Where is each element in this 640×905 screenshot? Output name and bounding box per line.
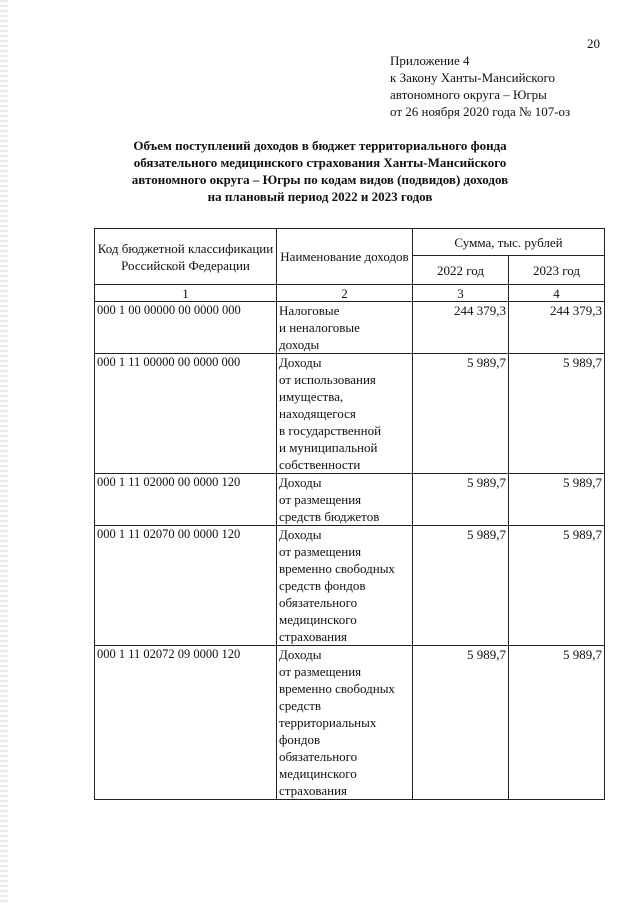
revenue-name-line: страхования — [279, 783, 348, 798]
revenue-name-line: временно свободных — [279, 561, 395, 576]
header-name: Наименование доходов — [277, 229, 413, 285]
title-line: Объем поступлений доходов в бюджет территориального фонда — [133, 138, 507, 153]
revenue-name-cell — [277, 474, 413, 526]
revenue-table — [94, 228, 605, 800]
revenue-name-line: и муниципальной — [279, 440, 378, 455]
revenue-name-line: доходы — [279, 337, 320, 352]
budget-code-cell: 000 1 11 02072 09 0000 120 — [95, 646, 277, 800]
revenue-name-line: Доходы — [279, 527, 322, 542]
appendix-line: от 26 ноября 2020 года № 107-оз — [390, 104, 571, 119]
amount-2023-cell: 5 989,7 — [509, 526, 605, 646]
revenue-name-line: от размещения — [279, 492, 362, 507]
revenue-name-line: средств фондов — [279, 578, 366, 593]
revenue-name-line: в государственной — [279, 423, 382, 438]
title-line: обязательного медицинского страхования Ханты-Мансийского — [133, 155, 507, 170]
revenue-name-line: временно свободных — [279, 681, 395, 696]
header-year-2022: 2022 год — [413, 256, 509, 285]
amount-2023-cell: 5 989,7 — [509, 474, 605, 526]
budget-code-cell: 000 1 11 02000 00 0000 120 — [95, 474, 277, 526]
revenue-name-line: и неналоговые — [279, 320, 360, 335]
budget-code-cell: 000 1 11 00000 00 0000 000 — [95, 354, 277, 474]
revenue-name-line: Доходы — [279, 355, 322, 370]
revenue-name-line: фондов — [279, 732, 321, 747]
column-number: 1 — [95, 285, 277, 302]
revenue-name-line: Налоговые — [279, 303, 340, 318]
revenue-name-cell — [277, 526, 413, 646]
table-row — [95, 302, 605, 354]
revenue-name-line: находящегося — [279, 406, 356, 421]
table-row — [95, 646, 605, 800]
amount-2022-cell: 244 379,3 — [413, 302, 509, 354]
revenue-name-line: средств бюджетов — [279, 509, 380, 524]
appendix-line: Приложение 4 — [390, 53, 470, 68]
table-row — [95, 474, 605, 526]
title-line: автономного округа – Югры по кодам видов (подвидов) доходов — [131, 172, 509, 187]
table-body — [95, 302, 605, 800]
document-title — [0, 137, 640, 205]
column-number: 4 — [509, 285, 605, 302]
revenue-name-cell — [277, 354, 413, 474]
header-sum: Сумма, тыс. рублей — [413, 229, 605, 256]
budget-code-cell: 000 1 00 00000 00 0000 000 — [95, 302, 277, 354]
table-row — [95, 354, 605, 474]
revenue-name-line: собственности — [279, 457, 361, 472]
column-number: 2 — [277, 285, 413, 302]
revenue-name-cell — [277, 302, 413, 354]
revenue-name-line: Доходы — [279, 647, 322, 662]
revenue-name-line: страхования — [279, 629, 348, 644]
revenue-name-line: средств — [279, 698, 322, 713]
scan-binding-edge — [0, 0, 8, 905]
revenue-name-line: медицинского — [279, 612, 357, 627]
appendix-line: автономного округа – Югры — [390, 87, 547, 102]
header-code: Код бюджетной классификации Российской Федерации — [95, 229, 277, 285]
budget-code-cell: 000 1 11 02070 00 0000 120 — [95, 526, 277, 646]
revenue-name-line: Доходы — [279, 475, 322, 490]
revenue-name-line: обязательного — [279, 749, 358, 764]
revenue-name-line: от размещения — [279, 544, 362, 559]
revenue-name-line: медицинского — [279, 766, 357, 781]
column-number: 3 — [413, 285, 509, 302]
amount-2023-cell: 244 379,3 — [509, 302, 605, 354]
revenue-name-line: от размещения — [279, 664, 362, 679]
amount-2023-cell: 5 989,7 — [509, 646, 605, 800]
title-line: на плановый период 2022 и 2023 годов — [207, 189, 433, 204]
revenue-name-line: от использования — [279, 372, 376, 387]
revenue-name-cell — [277, 646, 413, 800]
amount-2022-cell: 5 989,7 — [413, 526, 509, 646]
revenue-name-line: имущества, — [279, 389, 344, 404]
page-number: 20 — [587, 36, 600, 51]
amount-2022-cell: 5 989,7 — [413, 354, 509, 474]
amount-2023-cell: 5 989,7 — [509, 354, 605, 474]
revenue-name-line: территориальных — [279, 715, 377, 730]
amount-2022-cell: 5 989,7 — [413, 646, 509, 800]
appendix-line: к Закону Ханты-Мансийского — [390, 70, 555, 85]
header-year-2023: 2023 год — [509, 256, 605, 285]
appendix-header — [390, 52, 570, 120]
amount-2022-cell: 5 989,7 — [413, 474, 509, 526]
revenue-name-line: обязательного — [279, 595, 358, 610]
table-row — [95, 526, 605, 646]
